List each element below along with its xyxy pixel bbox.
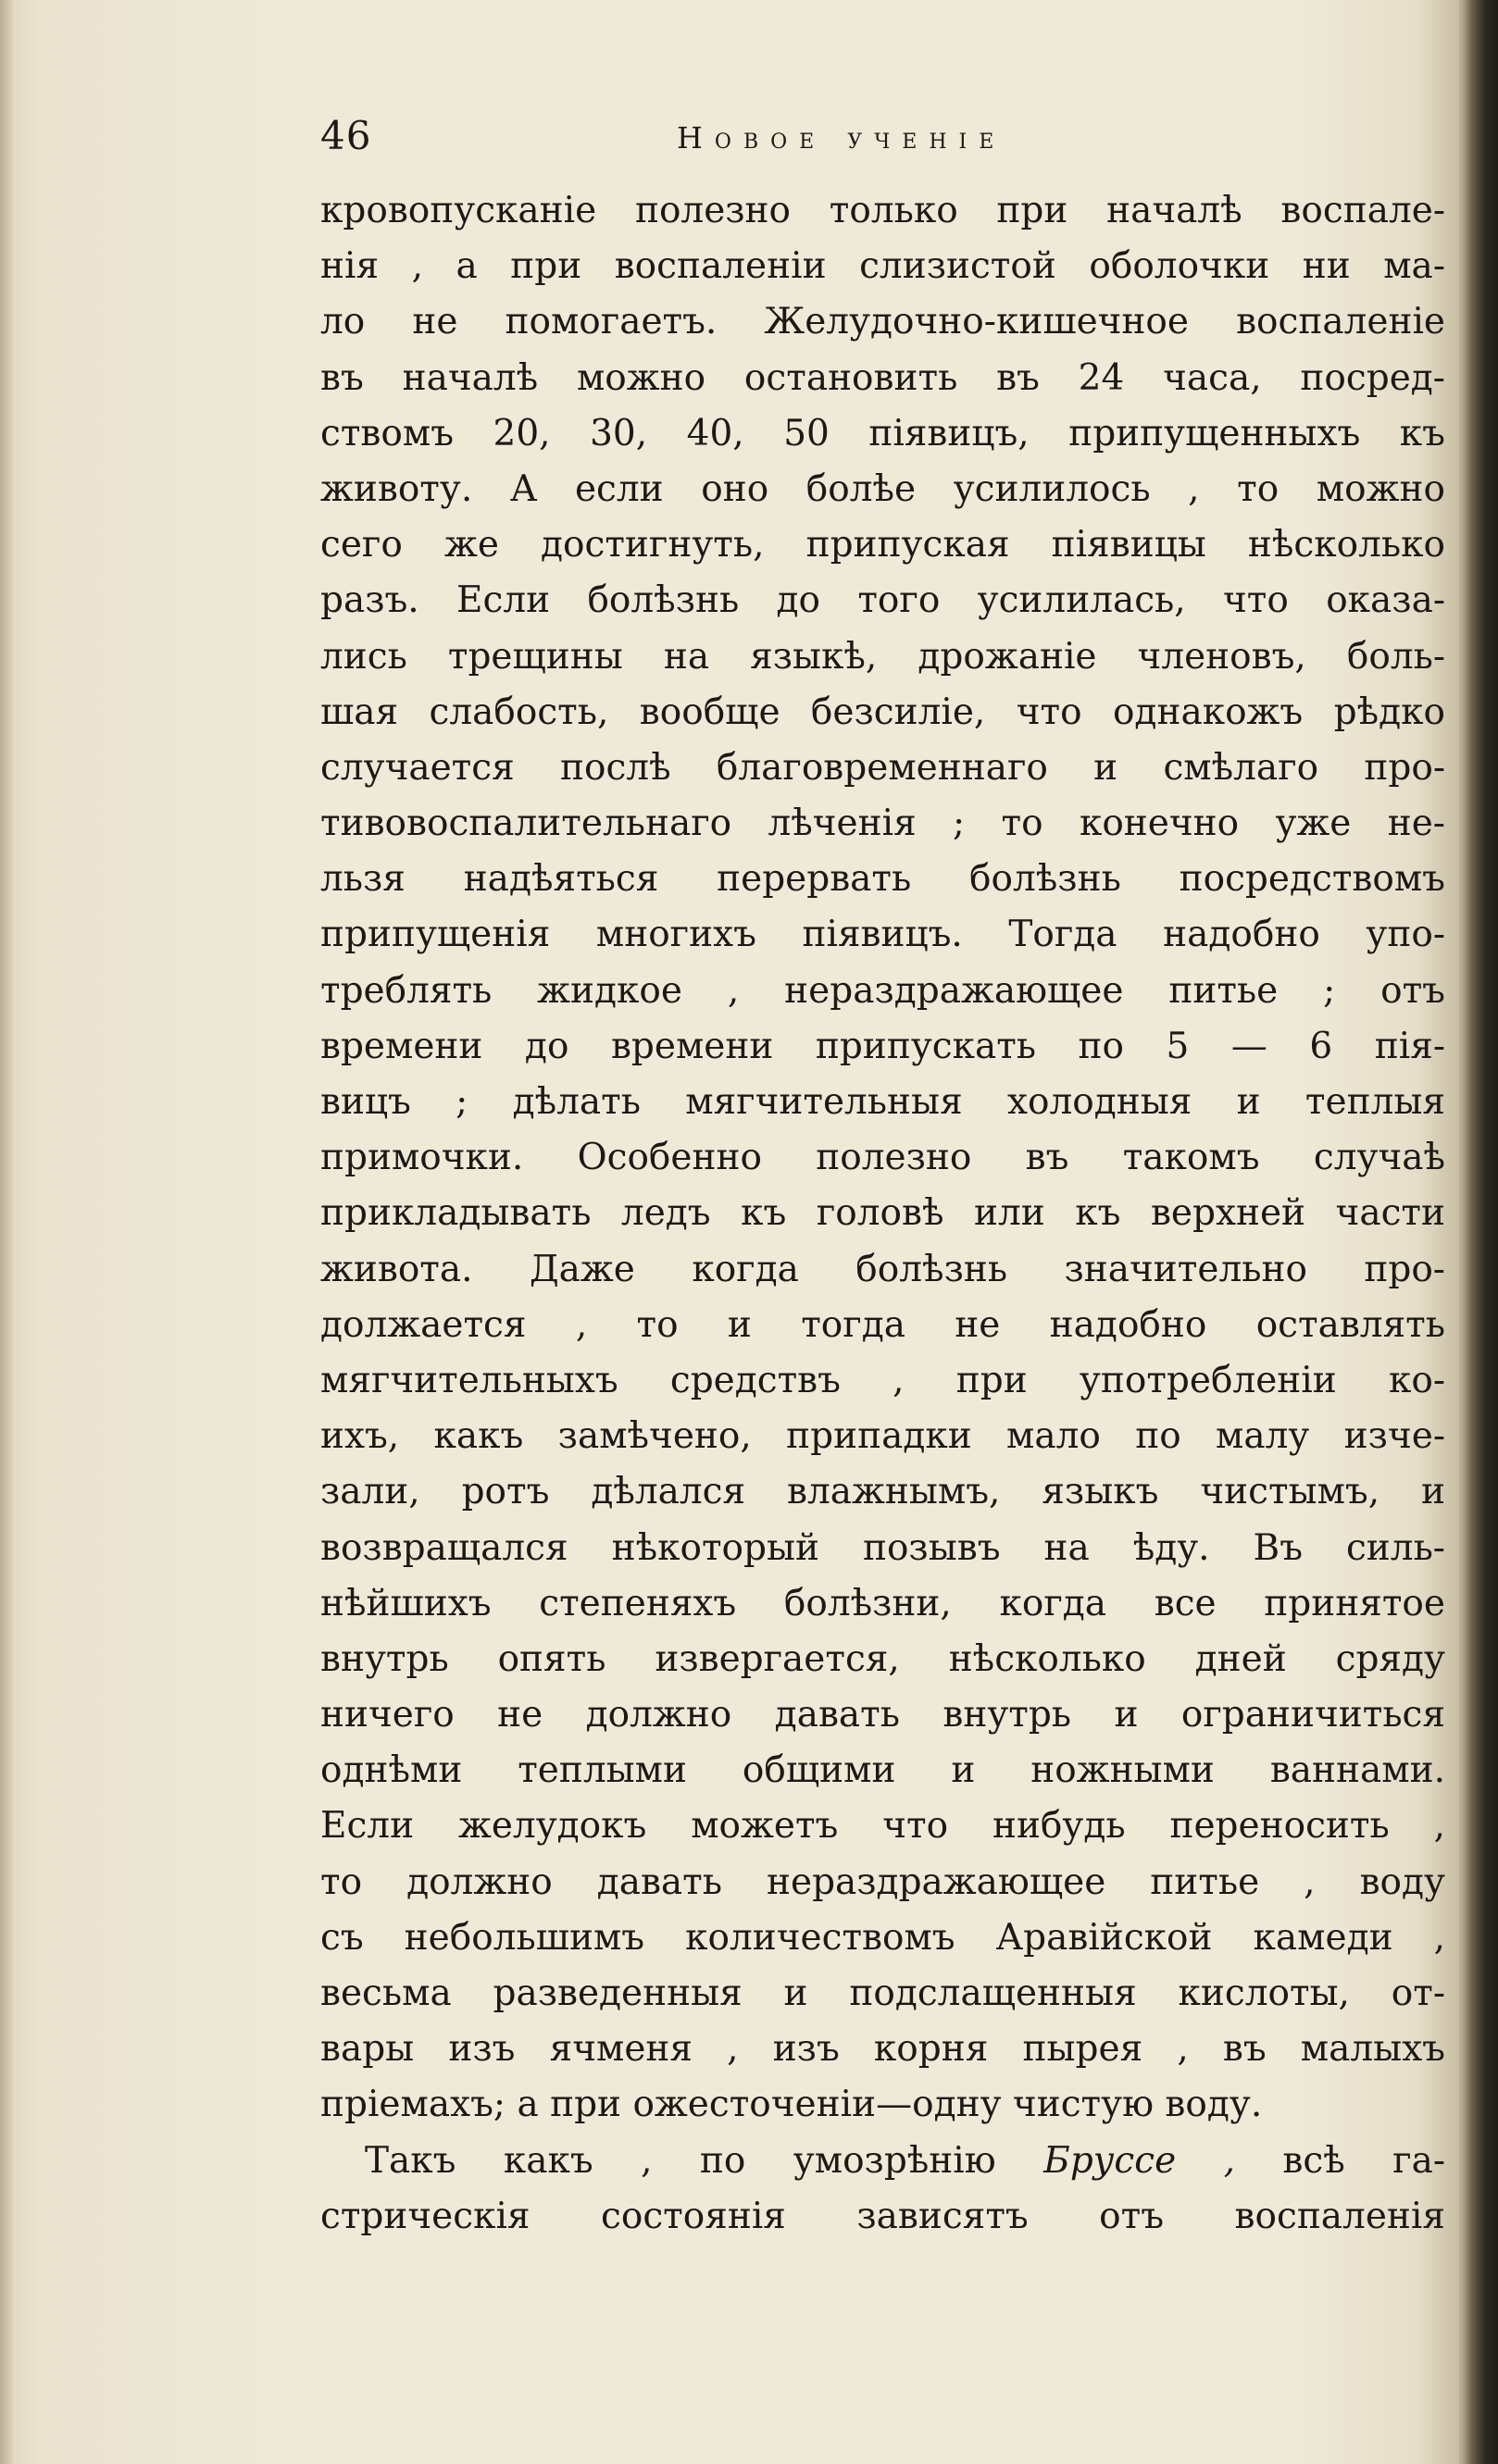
- paragraph-text: всѣ га-: [1282, 2139, 1445, 2182]
- author-name-italic: Бруссе ,: [1043, 2139, 1235, 2182]
- text-line: прикладывать ледъ къ головѣ или къ верхней части: [320, 1192, 1445, 1235]
- paragraph-first-line: [320, 2134, 1445, 2189]
- text-line: разъ. Если болѣзнь до того усилилась, что оказа-: [320, 579, 1445, 622]
- text-line: тивовоспалительнаго лѣченія ; то конечно уже не-: [320, 803, 1445, 845]
- text-line: нія , а при воспаленіи слизистой оболочки ни ма-: [320, 245, 1445, 288]
- text-line: однѣми теплыми общими и ножными ваннами.: [320, 1749, 1445, 1792]
- paragraph-text: Такъ какъ , по умозрѣнію: [365, 2139, 996, 2182]
- text-line: вары изъ ячменя , изъ корня пырея , въ малыхъ: [320, 2028, 1445, 2071]
- text-line: то должно давать нераздражающее питье , воду: [320, 1860, 1445, 1903]
- text-line: животу. А если оно болѣе усилилось , то можно: [320, 467, 1445, 510]
- text-line: лись трещины на языкѣ, дрожаніе членовъ, боль-: [320, 635, 1445, 678]
- text-line: живота. Даже когда болѣзнь значительно про-: [320, 1248, 1445, 1290]
- page-header: [320, 113, 1445, 168]
- text-line: нѣйшихъ степеняхъ болѣзни, когда все принятое: [320, 1582, 1445, 1624]
- text-line: ствомъ 20, 30, 40, 50 піявицъ, припущенныхъ къ: [320, 412, 1445, 454]
- page-number: 46: [320, 113, 372, 158]
- text-line: пріемахъ; а при ожесточеніи—одну чистую воду.: [320, 2084, 1263, 2126]
- text-line: времени до времени припускать по 5 — 6 пія-: [320, 1025, 1445, 1067]
- text-line: съ небольшимъ количествомъ Аравійской камеди ,: [320, 1916, 1445, 1959]
- text-line: треблять жидкое , нераздражающее питье ; отъ: [320, 969, 1445, 1012]
- text-line: возвращался нѣкоторый позывъ на ѣду. Въ силь-: [320, 1526, 1445, 1569]
- text-line: шая слабость, вообще безсиліе, что однакожъ рѣдко: [320, 691, 1445, 733]
- text-line: зали, ротъ дѣлался влажнымъ, языкъ чистымъ, и: [320, 1471, 1445, 1513]
- text-line: примочки. Особенно полезно въ такомъ случаѣ: [320, 1137, 1445, 1179]
- text-line: ихъ, какъ замѣчено, припадки мало по малу изче-: [320, 1415, 1445, 1458]
- text-line: случается послѣ благовременнаго и смѣлаго про-: [320, 746, 1445, 789]
- page-left-edge: [0, 0, 13, 2464]
- book-spine-edge: [1461, 0, 1498, 2464]
- text-line: сего же достигнуть, припуская піявицы нѣсколько: [320, 524, 1445, 566]
- text-line: внутрь опять извергается, нѣсколько дней сряду: [320, 1637, 1445, 1680]
- text-line: мягчительныхъ средствъ , при употребленіи ко-: [320, 1359, 1445, 1401]
- text-line: ло не помогаетъ. Желудочно-кишечное воспаленіе: [320, 301, 1445, 343]
- text-line: въ началѣ можно остановить въ 24 часа, посред-: [320, 356, 1445, 399]
- text-line: припущенія многихъ піявицъ. Тогда надобно упо-: [320, 914, 1445, 956]
- running-head: Новое ученіе: [677, 120, 1006, 156]
- text-line: кровопусканіе полезно только при началѣ воспале-: [320, 190, 1445, 231]
- text-line: весьма разведенныя и подслащенныя кислоты, от-: [320, 1972, 1445, 2014]
- text-line: ничего не должно давать внутрь и ограничиться: [320, 1694, 1445, 1736]
- body-text: [320, 183, 1445, 2245]
- text-line: Если желудокъ можетъ что нибудь переносить ,: [320, 1805, 1445, 1848]
- text-line: льзя надѣяться перервать болѣзнь посредствомъ: [320, 858, 1445, 901]
- text-line: вицъ ; дѣлать мягчительныя холодныя и теплыя: [320, 1081, 1445, 1123]
- text-line: стрическія состоянія зависятъ отъ воспаленія: [320, 2195, 1445, 2237]
- text-line: должается , то и тогда не надобно оставлять: [320, 1303, 1445, 1346]
